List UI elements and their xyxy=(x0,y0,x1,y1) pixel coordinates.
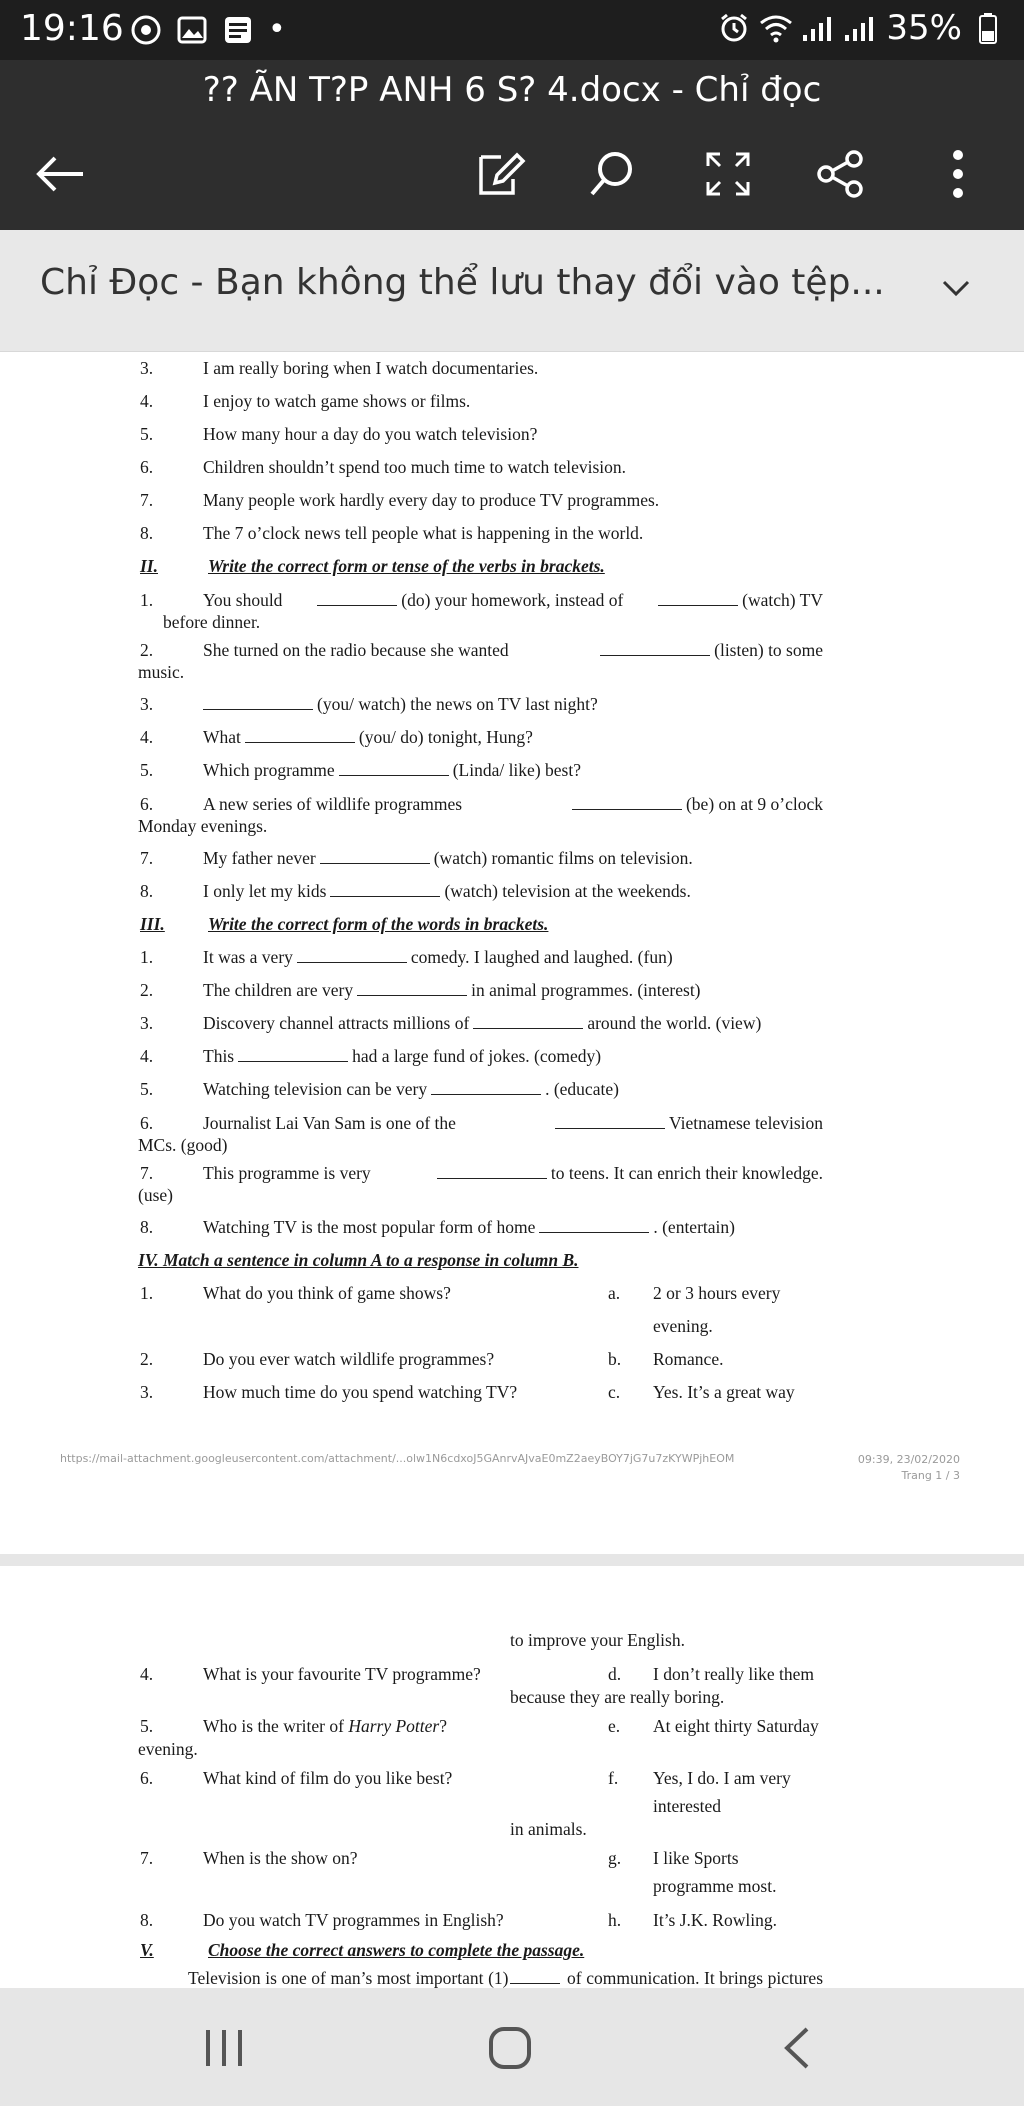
exercise-3-item-2: 2. The children are very in animal programmes. (interest) xyxy=(140,980,701,1000)
status-right xyxy=(718,8,1004,48)
page-2-content xyxy=(138,1626,823,2033)
home-icon xyxy=(488,2026,532,2070)
section-4-heading: IV. Match a sentence in column A to a response in column B. xyxy=(138,1250,579,1270)
chevron-down-icon[interactable] xyxy=(928,260,984,316)
search-button[interactable] xyxy=(580,142,644,206)
document-page-1 xyxy=(0,352,1024,1554)
section-1-item: 7. Many people work hardly every day to produce TV programmes. xyxy=(140,490,660,510)
document-title: ?? ÃN T?P ANH 6 S? 4.docx - Chỉ đọc xyxy=(202,70,822,110)
exercise-2-item-8: 8. I only let my kids (watch) television at the weekends. xyxy=(140,881,691,901)
document-page-2 xyxy=(0,1566,1024,1988)
notification-icons xyxy=(130,14,286,46)
alarm-icon xyxy=(718,12,750,44)
signal-icon xyxy=(802,12,834,44)
gallery-icon xyxy=(176,14,208,46)
match-row: 6. What kind of film do you like best? f. Yes, I do. I am very interested in animals. xyxy=(140,1768,791,1839)
app-icon xyxy=(222,14,254,46)
section-1-item: 6. Children shouldn’t spend too much time to watch television. xyxy=(140,457,627,477)
wifi-icon xyxy=(760,12,792,44)
read-only-message: Chỉ Đọc - Bạn không thể lưu thay đổi vào tệp... xyxy=(40,262,885,303)
page-1-content xyxy=(138,352,823,1409)
share-icon xyxy=(815,149,865,199)
match-row: 1. What do you think of game shows? a. 2 or 3 hours every evening. xyxy=(140,1283,781,1336)
edit-button[interactable] xyxy=(468,142,532,206)
continued-answer: to improve your English. xyxy=(510,1630,685,1650)
back-button[interactable] xyxy=(28,142,92,206)
exercise-2-item-7: 7. My father never (watch) romantic films on television. xyxy=(140,848,693,868)
match-row: 2. Do you ever watch wildlife programmes? b. Romance. xyxy=(140,1349,724,1369)
edit-icon xyxy=(475,149,525,199)
exercise-2-item-2: 2. She turned on the radio because she wanted (listen) to some music. xyxy=(138,640,823,682)
section-1-item: 8. The 7 o’clock news tell people what is happening in the world. xyxy=(140,523,644,543)
back-arrow-icon xyxy=(35,154,85,194)
signal-icon-2 xyxy=(844,12,876,44)
match-row: 5. Who is the writer of Harry Potter? e. At eight thirty Saturday evening. xyxy=(138,1716,819,1759)
battery-icon xyxy=(972,12,1004,44)
passage-paragraph: Television is one of man’s most important (1) of communication. It brings pictures xyxy=(188,1968,824,1988)
exercise-3-item-6: 6. Journalist Lai Van Sam is one of the Vietnamese television MCs. (good) xyxy=(138,1113,823,1155)
exercise-3-item-8: 8. Watching TV is the most popular form of home . (entertain) xyxy=(140,1217,735,1237)
match-row: 4. What is your favourite TV programme? d. I don’t really like them because they are really boring. xyxy=(140,1664,815,1707)
fullscreen-button[interactable] xyxy=(696,142,760,206)
exercise-3-item-3: 3. Discovery channel attracts millions of around the world. (view) xyxy=(140,1013,762,1033)
section-3-heading: III. Write the correct form of the words in brackets. xyxy=(140,914,549,934)
back-nav-button[interactable] xyxy=(756,2018,836,2078)
status-time: 19:16 xyxy=(20,8,124,49)
section-2-heading: II. Write the correct form or tense of the verbs in brackets. xyxy=(140,556,605,576)
status-bar xyxy=(0,0,1024,60)
match-row: 8. Do you watch TV programmes in English? h. It’s J.K. Rowling. xyxy=(140,1910,777,1930)
recent-apps-icon xyxy=(203,2028,245,2068)
match-rows-page-1 xyxy=(138,1277,823,1409)
exercise-3-item-5: 5. Watching television can be very . (educate) xyxy=(140,1079,619,1099)
app-bar xyxy=(0,60,1024,230)
match-row: 3. How much time do you spend watching TV? c. Yes. It’s a great way xyxy=(140,1382,795,1402)
footer-page-number: Trang 1 / 3 xyxy=(901,1469,960,1482)
more-icon xyxy=(950,149,966,199)
more-options-button[interactable] xyxy=(926,142,990,206)
footer-date-block xyxy=(858,1452,960,1484)
match-rows-page-2 xyxy=(138,1660,823,1934)
system-nav-bar xyxy=(0,1988,1024,2106)
section-5-heading: V. Choose the correct answers to complete the passage. xyxy=(140,1940,585,1960)
section-1-item: 4. I enjoy to watch game shows or films. xyxy=(140,391,471,411)
share-button[interactable] xyxy=(808,142,872,206)
exercise-2-item-4: 4. What (you/ do) tonight, Hung? xyxy=(140,727,533,747)
exercise-2-item-5: 5. Which programme (Linda/ like) best? xyxy=(140,760,581,780)
exercise-2-item-3: 3. (you/ watch) the news on TV last night? xyxy=(140,694,598,714)
search-icon xyxy=(587,149,637,199)
recent-apps-button[interactable] xyxy=(184,2018,264,2078)
section-1-item: 3. I am really boring when I watch documentaries. xyxy=(140,358,539,378)
more-notifications-dot: • xyxy=(268,12,286,47)
footer-date: 09:39, 23/02/2020 xyxy=(857,1453,960,1466)
match-row: 7. When is the show on? g. I like Sports programme most. xyxy=(140,1848,777,1896)
home-button[interactable] xyxy=(470,2018,550,2078)
exercise-3-item-4: 4. This had a large fund of jokes. (comedy) xyxy=(140,1046,602,1066)
back-nav-icon xyxy=(781,2026,811,2070)
footer-url: https://mail-attachment.googleusercontent.com/attachment/...olw1N6cdxoJ5GAnrvAJvaE0mZ2aeyBOY7jG7u7zKYWPjhEOM xyxy=(60,1452,735,1465)
exercise-3-item-7: 7. This programme is very to teens. It can enrich their knowledge. (use) xyxy=(138,1163,823,1205)
exercise-2-item-6: 6. A new series of wildlife programmes (be) on at 9 o’clock Monday evenings. xyxy=(138,794,823,836)
section-1-items xyxy=(138,352,823,550)
read-only-banner[interactable] xyxy=(0,230,1024,352)
section-1-item: 5. How many hour a day do you watch television? xyxy=(140,424,538,444)
battery-percent: 35% xyxy=(886,8,962,48)
fullscreen-icon xyxy=(704,150,752,198)
exercise-3-item-1: 1. It was a very comedy. I laughed and laughed. (fun) xyxy=(140,947,673,967)
chrome-icon xyxy=(130,14,162,46)
exercise-2-item-1: 1. You should (do) your homework, instead of (watch) TV before dinner. xyxy=(140,590,823,632)
